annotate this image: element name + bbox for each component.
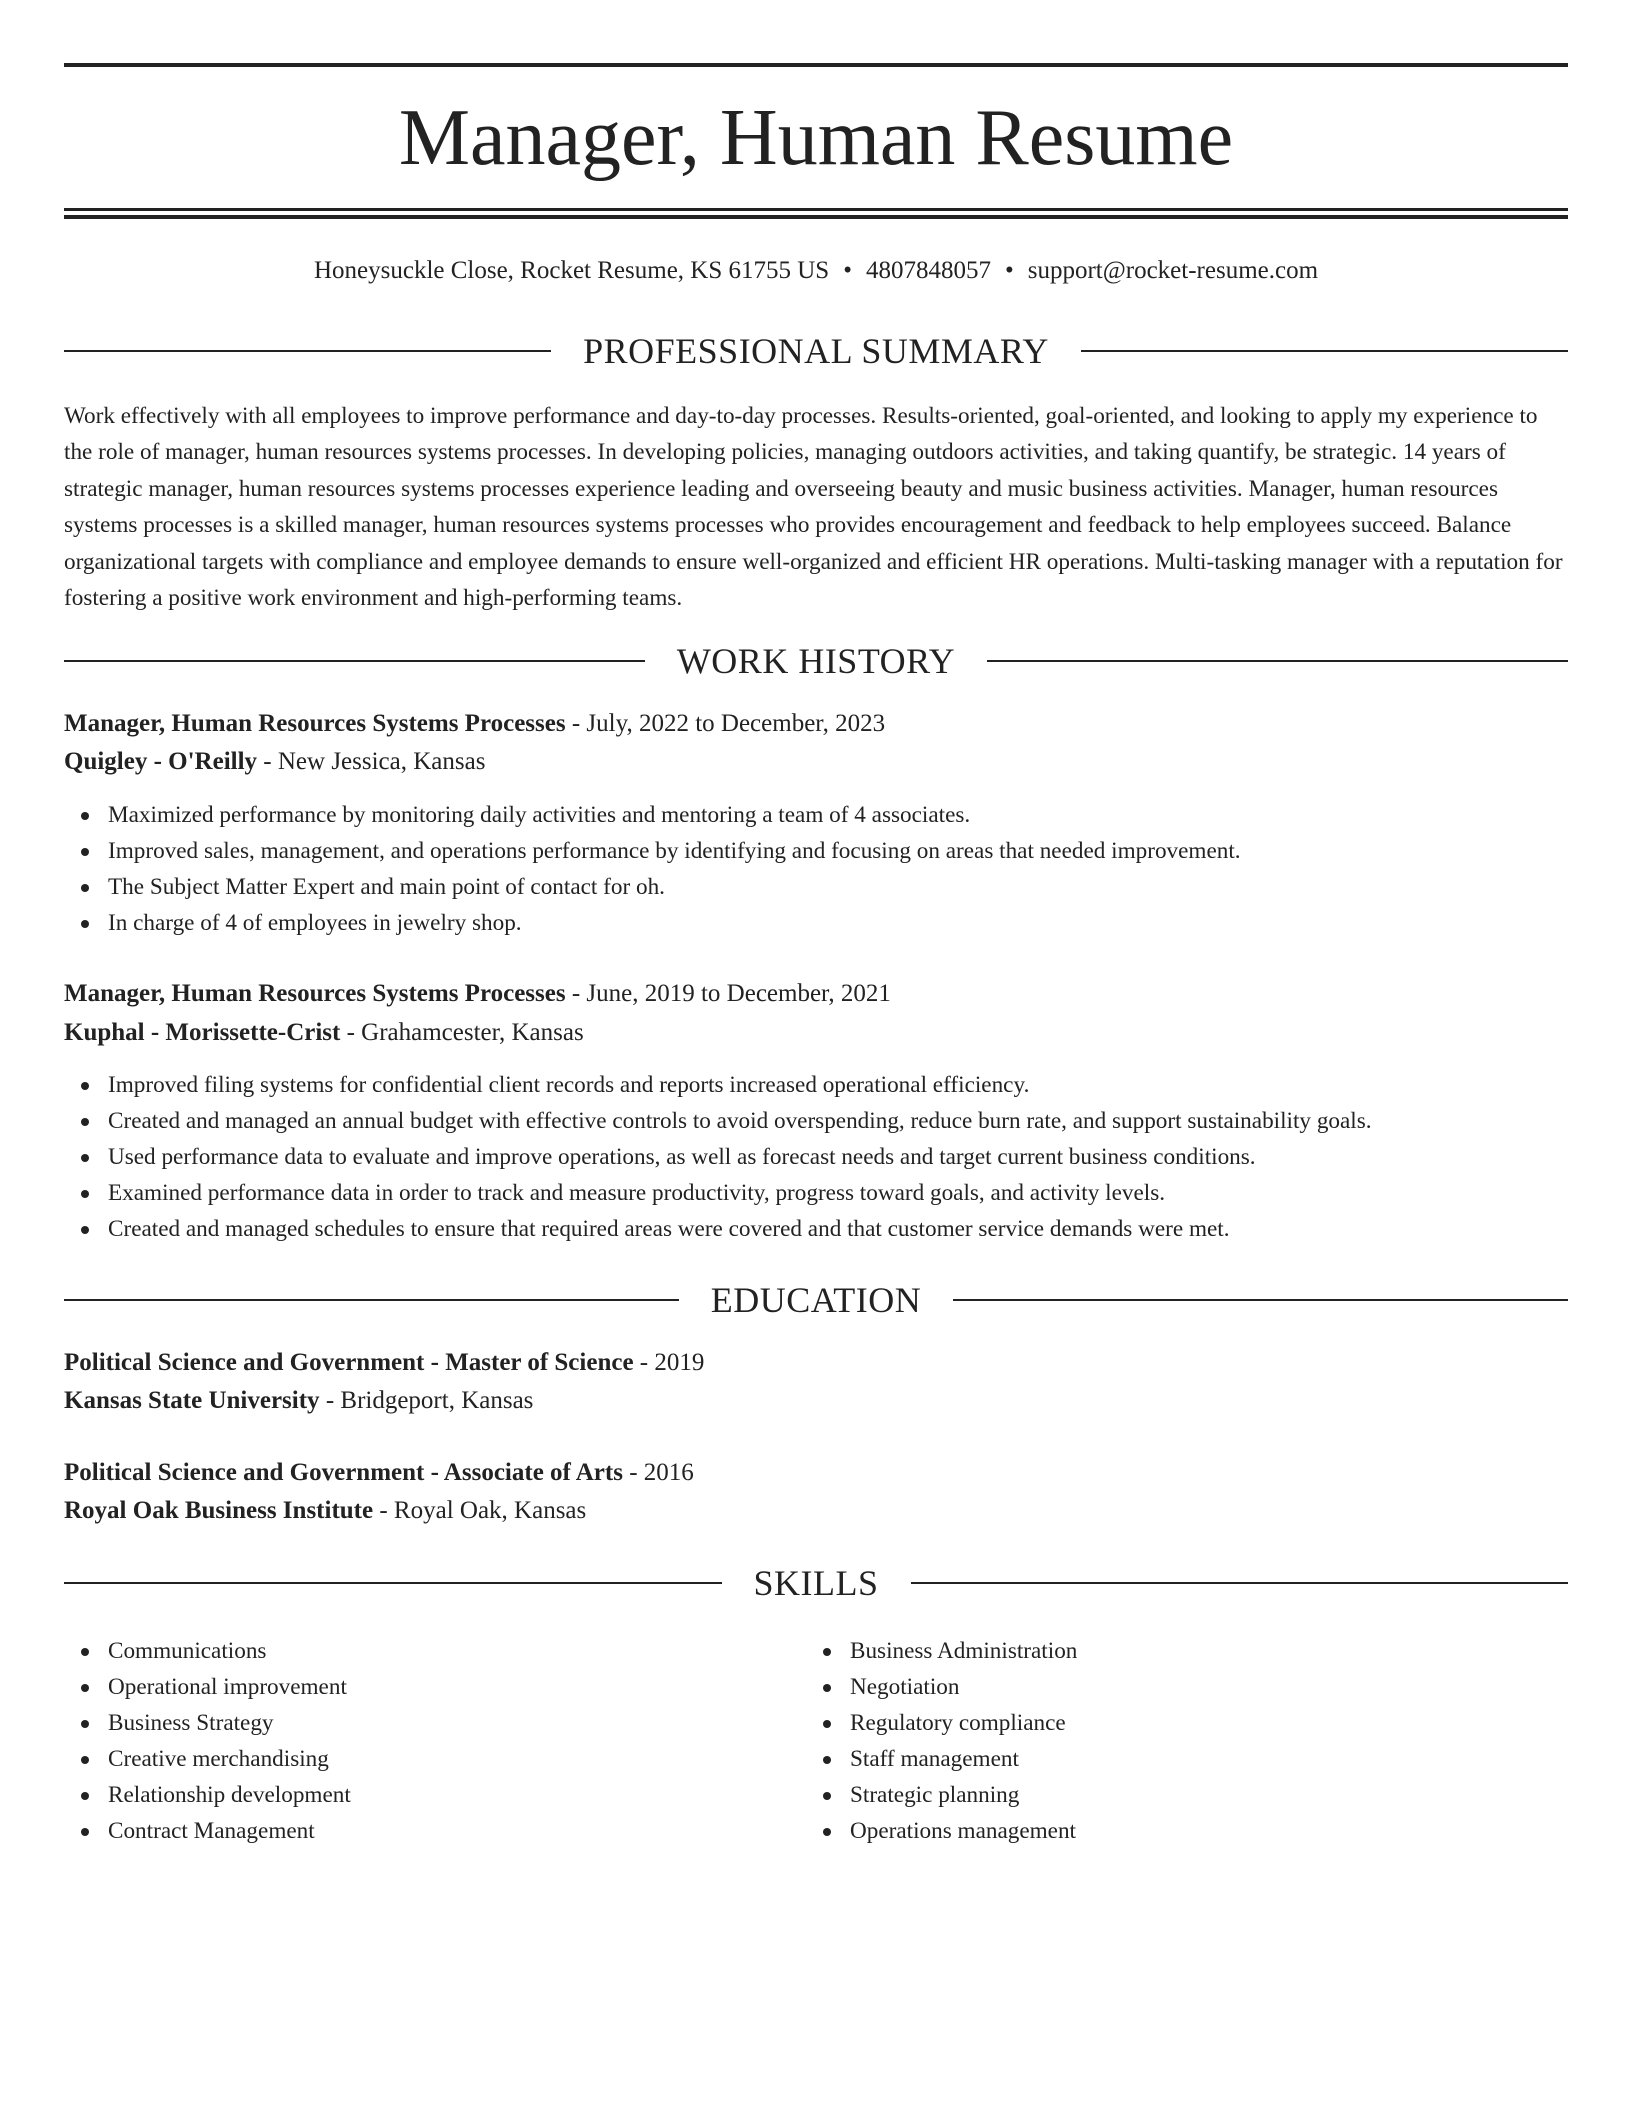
- section-rule: [64, 660, 645, 662]
- section-rule: [64, 350, 551, 352]
- job-location: - New Jessica, Kansas: [257, 748, 486, 775]
- bullet-icon: [81, 1720, 89, 1728]
- job-bullet: Improved sales, management, and operations performance by identifying and focusing on areas that needed improvement.: [64, 833, 1568, 869]
- bullet-icon: [81, 1154, 89, 1162]
- education-location: - Bridgeport, Kansas: [319, 1387, 534, 1414]
- job-bullet: Created and managed schedules to ensure that required areas were covered and that customer service demands were met.: [64, 1211, 1568, 1247]
- section-header-education: [64, 1278, 1568, 1322]
- skill-item: Strategic planning: [806, 1777, 1077, 1813]
- top-divider: [64, 63, 1568, 67]
- job-title: Manager, Human Resources Systems Processes: [64, 710, 566, 737]
- section-rule: [64, 1299, 679, 1301]
- contact-separator: •: [1004, 257, 1014, 284]
- contact-phone: 4807848057: [865, 257, 991, 284]
- skill-item: Regulatory compliance: [806, 1705, 1077, 1741]
- section-title: EDUCATION: [710, 1280, 922, 1320]
- education-location: - Royal Oak, Kansas: [373, 1497, 587, 1524]
- job-bullet: Used performance data to evaluate and improve operations, as well as forecast needs and target current business conditions.: [64, 1139, 1568, 1175]
- bullet-icon: [81, 1226, 89, 1234]
- section-rule: [953, 1299, 1568, 1301]
- name-divider-lower: [64, 215, 1568, 219]
- education-degree: Political Science and Government - Associate of Arts: [64, 1459, 623, 1486]
- bullet-icon: [81, 884, 89, 892]
- skills-list-left: [64, 1633, 351, 1849]
- candidate-name: Manager, Human Resume: [398, 94, 1234, 182]
- skill-item: Staff management: [806, 1741, 1077, 1777]
- bullet-icon: [81, 1190, 89, 1198]
- bullet-icon: [823, 1720, 831, 1728]
- job-company: Kuphal - Morissette-Crist: [64, 1019, 341, 1046]
- job-bullet: Examined performance data in order to track and measure productivity, progress toward goals, and activity levels.: [64, 1175, 1568, 1211]
- education-school-line: [64, 1492, 1568, 1530]
- section-title: SKILLS: [753, 1563, 879, 1603]
- job-dates: - July, 2022 to December, 2023: [565, 710, 886, 737]
- job-title-line: [64, 975, 1568, 1013]
- skill-item: Operational improvement: [64, 1669, 351, 1705]
- bullet-icon: [823, 1648, 831, 1656]
- skill-item: Creative merchandising: [64, 1741, 351, 1777]
- education-school: Kansas State University: [64, 1387, 320, 1414]
- job-dates: - June, 2019 to December, 2021: [565, 980, 891, 1007]
- skill-item: Contract Management: [64, 1813, 351, 1849]
- contact-separator: •: [843, 257, 852, 284]
- skill-item: Relationship development: [64, 1777, 351, 1813]
- section-rule: [987, 660, 1568, 662]
- bullet-icon: [81, 1684, 89, 1692]
- skill-item: Communications: [64, 1633, 351, 1669]
- section-rule: [64, 1582, 722, 1584]
- job-title-line: [64, 705, 1568, 743]
- section-header-summary: [64, 329, 1568, 373]
- job-bullet: Created and managed an annual budget with effective controls to avoid overspending, reduce burn rate, and support sustainability goals.: [64, 1103, 1568, 1139]
- section-header-work: [64, 639, 1568, 683]
- job-location: - Grahamcester, Kansas: [340, 1019, 584, 1046]
- education-year: - 2019: [633, 1349, 705, 1376]
- contact-email: support@rocket-resume.com: [1027, 257, 1319, 284]
- section-title: WORK HISTORY: [676, 641, 956, 681]
- education-degree-line: [64, 1454, 1568, 1492]
- job-company-line: [64, 743, 1568, 781]
- bullet-icon: [823, 1684, 831, 1692]
- bullet-icon: [81, 1792, 89, 1800]
- job-title: Manager, Human Resources Systems Processes: [64, 980, 566, 1007]
- summary-text: Work effectively with all employees to improve performance and day-to-day processes. Results-oriented, goal-oriented, and looking to apply my experience to the role of manager, human resources systems processes. In developing policies, managing outdoors activities, and taking quantify, be strategic. 14 years of strategic manager, human resources systems processes experience leading and overseeing beauty and music business activities. Manager, human resources systems processes is a skilled manager, human resources systems processes who provides encouragement and feedback to help employees succeed. Balance organizational targets with compliance and employee demands to ensure well-organized and efficient HR operations. Multi-tasking manager with a reputation for fostering a positive work environment and high-performing teams.: [64, 403, 1563, 612]
- bullet-icon: [81, 1648, 89, 1656]
- education-degree-line: [64, 1344, 1568, 1382]
- job-company: Quigley - O'Reilly: [64, 748, 258, 775]
- education-year: - 2016: [622, 1459, 694, 1486]
- section-rule: [911, 1582, 1569, 1584]
- bullet-icon: [81, 1082, 89, 1090]
- bullet-icon: [81, 848, 89, 856]
- bullet-icon: [823, 1792, 831, 1800]
- job-bullets: [64, 1067, 1568, 1247]
- skills-list-right: [806, 1633, 1077, 1849]
- job-company-line: [64, 1014, 1568, 1052]
- name-divider-upper: [64, 208, 1568, 211]
- bullet-icon: [823, 1828, 831, 1836]
- bullet-icon: [823, 1756, 831, 1764]
- job-bullet: Improved filing systems for confidential client records and reports increased operational efficiency.: [64, 1067, 1568, 1103]
- bullet-icon: [81, 1118, 89, 1126]
- skill-item: Negotiation: [806, 1669, 1077, 1705]
- education-school: Royal Oak Business Institute: [64, 1497, 374, 1524]
- bullet-icon: [81, 920, 89, 928]
- skill-item: Business Administration: [806, 1633, 1077, 1669]
- bullet-icon: [81, 1828, 89, 1836]
- education-school-line: [64, 1382, 1568, 1420]
- skill-item: Operations management: [806, 1813, 1077, 1849]
- section-rule: [1081, 350, 1568, 352]
- job-bullet: The Subject Matter Expert and main point of contact for oh.: [64, 869, 1568, 905]
- job-bullet: In charge of 4 of employees in jewelry shop.: [64, 905, 1568, 941]
- job-bullets: [64, 797, 1568, 941]
- contact-line: [64, 254, 1568, 288]
- job-bullet: Maximized performance by monitoring daily activities and mentoring a team of 4 associates.: [64, 797, 1568, 833]
- bullet-icon: [81, 1756, 89, 1764]
- education-degree: Political Science and Government - Master of Science: [64, 1349, 634, 1376]
- skill-item: Business Strategy: [64, 1705, 351, 1741]
- section-title: PROFESSIONAL SUMMARY: [583, 331, 1049, 371]
- contact-address: Honeysuckle Close, Rocket Resume, KS 61755 US: [313, 257, 830, 284]
- bullet-icon: [81, 812, 89, 820]
- section-header-skills: [64, 1561, 1568, 1605]
